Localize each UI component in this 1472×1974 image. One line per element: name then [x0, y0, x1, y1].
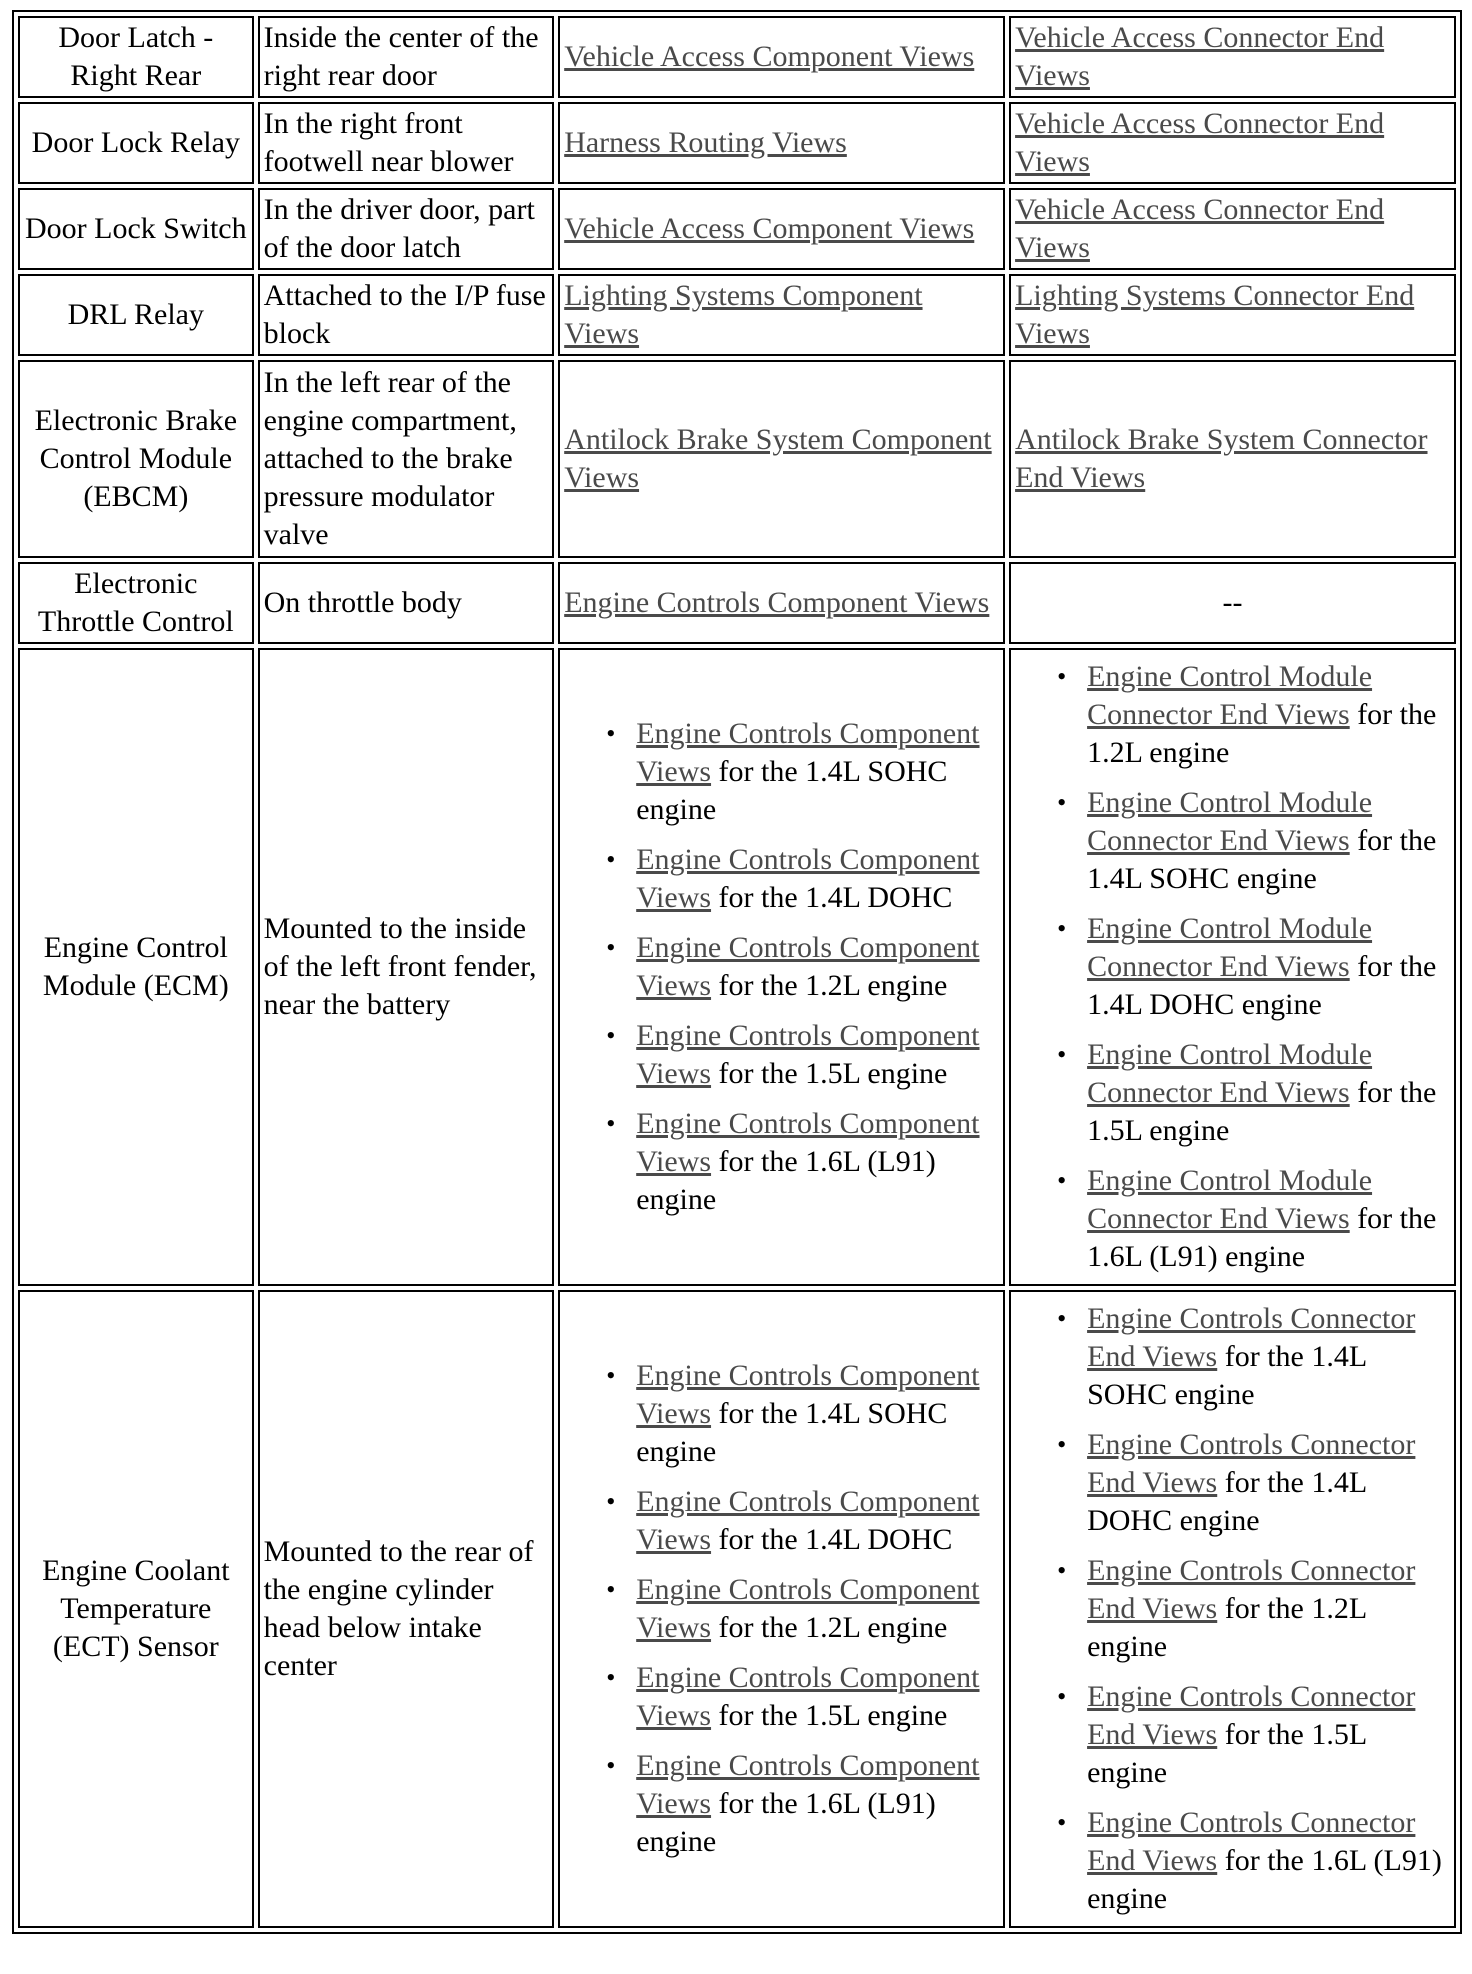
- connector-views-cell: [1009, 188, 1456, 270]
- list-item: [636, 1017, 999, 1093]
- component-views-link[interactable]: Engine Controls Component Views: [636, 931, 980, 1002]
- component-views-link[interactable]: Engine Controls Component Views: [636, 717, 980, 788]
- component-views-link[interactable]: Antilock Brake System Component Views: [564, 423, 992, 494]
- engine-note: for the 1.2L engine: [711, 969, 948, 1002]
- connector-views-cell: --: [1009, 562, 1456, 644]
- connector-views-cell: [1009, 1290, 1456, 1928]
- connector-views-link[interactable]: Antilock Brake System Connector End Views: [1015, 423, 1428, 494]
- list-item: [1087, 1300, 1450, 1414]
- list-item: [1087, 1804, 1450, 1918]
- connector-views-link[interactable]: Vehicle Access Connector End Views: [1015, 107, 1385, 178]
- location-cell: In the driver door, part of the door latch: [258, 188, 555, 270]
- engine-note: for the 1.5L engine: [1087, 1076, 1437, 1147]
- list-item: [1087, 1426, 1450, 1540]
- table-row: [18, 274, 1456, 356]
- component-views-cell: [558, 274, 1005, 356]
- component-name-cell: DRL Relay: [18, 274, 254, 356]
- engine-note: for the 1.6L (L91) engine: [636, 1787, 936, 1858]
- list-item: [1087, 1162, 1450, 1276]
- component-views-cell: [558, 188, 1005, 270]
- table-row: [18, 188, 1456, 270]
- component-name-cell: Door Lock Switch: [18, 188, 254, 270]
- component-name-cell: Electronic Brake Control Module (EBCM): [18, 360, 254, 558]
- list-item: [636, 1105, 999, 1219]
- component-views-link[interactable]: Engine Controls Component Views: [636, 1359, 980, 1430]
- component-views-cell: [558, 16, 1005, 98]
- connector-views-cell: [1009, 360, 1456, 558]
- engine-note: for the 1.5L engine: [711, 1057, 948, 1090]
- component-views-link[interactable]: Vehicle Access Component Views: [564, 212, 975, 245]
- connector-views-link[interactable]: Engine Control Module Connector End Views: [1087, 660, 1373, 731]
- component-views-link[interactable]: Engine Controls Component Views: [636, 1485, 980, 1556]
- location-cell: Inside the center of the right rear door: [258, 16, 555, 98]
- component-views-list: [564, 715, 999, 1219]
- connector-views-link[interactable]: Engine Controls Connector End Views: [1087, 1554, 1416, 1625]
- table-row: [18, 360, 1456, 558]
- engine-note: for the 1.5L engine: [711, 1699, 948, 1732]
- component-views-cell: [558, 360, 1005, 558]
- component-views-link[interactable]: Engine Controls Component Views: [636, 1749, 980, 1820]
- component-views-cell: [558, 1290, 1005, 1928]
- component-name-cell: Door Latch - Right Rear: [18, 16, 254, 98]
- list-item: [636, 841, 999, 917]
- component-locator-table: [12, 10, 1462, 1934]
- list-item: [636, 1659, 999, 1735]
- engine-note: for the 1.4L SOHC engine: [1087, 1340, 1367, 1411]
- connector-views-link[interactable]: Vehicle Access Connector End Views: [1015, 21, 1385, 92]
- list-item: [636, 1747, 999, 1861]
- component-views-cell: [558, 648, 1005, 1286]
- connector-views-link[interactable]: Engine Controls Connector End Views: [1087, 1428, 1416, 1499]
- component-views-link[interactable]: Engine Controls Component Views: [636, 1019, 980, 1090]
- connector-views-link[interactable]: Engine Control Module Connector End Views: [1087, 1038, 1373, 1109]
- component-name-cell: Electronic Throttle Control: [18, 562, 254, 644]
- component-views-link[interactable]: Harness Routing Views: [564, 126, 847, 159]
- list-item: [636, 1571, 999, 1647]
- location-cell: Mounted to the rear of the engine cylinder head below intake center: [258, 1290, 555, 1928]
- list-item: [1087, 1552, 1450, 1666]
- engine-note: for the 1.4L DOHC: [711, 1523, 953, 1556]
- connector-views-link[interactable]: Vehicle Access Connector End Views: [1015, 193, 1385, 264]
- connector-views-list: [1015, 658, 1450, 1276]
- component-views-link[interactable]: Engine Controls Component Views: [636, 1573, 980, 1644]
- engine-note: for the 1.4L SOHC engine: [636, 755, 948, 826]
- connector-views-cell: [1009, 648, 1456, 1286]
- list-item: [1087, 1036, 1450, 1150]
- location-cell: Attached to the I/P fuse block: [258, 274, 555, 356]
- connector-views-link[interactable]: Engine Controls Connector End Views: [1087, 1806, 1416, 1877]
- engine-note: for the 1.6L (L91) engine: [1087, 1202, 1437, 1273]
- connector-views-link[interactable]: Engine Controls Connector End Views: [1087, 1302, 1416, 1373]
- component-name-cell: Door Lock Relay: [18, 102, 254, 184]
- component-views-cell: [558, 562, 1005, 644]
- table-row: [18, 648, 1456, 1286]
- component-views-link[interactable]: Engine Controls Component Views: [636, 1107, 980, 1178]
- engine-note: for the 1.6L (L91) engine: [636, 1145, 936, 1216]
- connector-views-link[interactable]: Engine Control Module Connector End Views: [1087, 786, 1373, 857]
- location-cell: On throttle body: [258, 562, 555, 644]
- location-cell: In the left rear of the engine compartment, attached to the brake pressure modulator valve: [258, 360, 555, 558]
- component-views-link[interactable]: Lighting Systems Component Views: [564, 279, 923, 350]
- engine-note: for the 1.2L engine: [711, 1611, 948, 1644]
- component-views-link[interactable]: Engine Controls Component Views: [636, 843, 980, 914]
- engine-note: for the 1.4L DOHC engine: [1087, 950, 1437, 1021]
- engine-note: for the 1.5L engine: [1087, 1718, 1367, 1789]
- location-cell: In the right front footwell near blower: [258, 102, 555, 184]
- connector-views-link[interactable]: Engine Control Module Connector End Views: [1087, 1164, 1373, 1235]
- component-views-list: [564, 1357, 999, 1861]
- list-item: [636, 715, 999, 829]
- engine-note: for the 1.6L (L91) engine: [1087, 1844, 1442, 1915]
- list-item: [1087, 784, 1450, 898]
- component-views-link[interactable]: Engine Controls Component Views: [636, 1661, 980, 1732]
- document-page: [12, 10, 1462, 1934]
- connector-views-link[interactable]: Engine Controls Connector End Views: [1087, 1680, 1416, 1751]
- engine-note: for the 1.4L SOHC engine: [1087, 824, 1437, 895]
- component-views-link[interactable]: Engine Controls Component Views: [564, 586, 990, 619]
- component-views-link[interactable]: Vehicle Access Component Views: [564, 40, 975, 73]
- list-item: [636, 1357, 999, 1471]
- connector-views-list: [1015, 1300, 1450, 1918]
- list-item: [1087, 1678, 1450, 1792]
- component-views-cell: [558, 102, 1005, 184]
- connector-views-cell: [1009, 274, 1456, 356]
- connector-views-link[interactable]: Engine Control Module Connector End Views: [1087, 912, 1373, 983]
- engine-note: for the 1.2L engine: [1087, 698, 1437, 769]
- connector-views-cell: [1009, 16, 1456, 98]
- list-item: [1087, 910, 1450, 1024]
- component-name-cell: Engine Control Module (ECM): [18, 648, 254, 1286]
- engine-note: for the 1.4L DOHC: [711, 881, 953, 914]
- table-row: [18, 102, 1456, 184]
- table-row: [18, 16, 1456, 98]
- list-item: [1087, 658, 1450, 772]
- list-item: [636, 1483, 999, 1559]
- table-row: [18, 562, 1456, 644]
- engine-note: for the 1.2L engine: [1087, 1592, 1367, 1663]
- list-item: [636, 929, 999, 1005]
- connector-views-cell: [1009, 102, 1456, 184]
- engine-note: for the 1.4L DOHC engine: [1087, 1466, 1367, 1537]
- engine-note: for the 1.4L SOHC engine: [636, 1397, 948, 1468]
- connector-views-link[interactable]: Lighting Systems Connector End Views: [1015, 279, 1415, 350]
- component-name-cell: Engine Coolant Temperature (ECT) Sensor: [18, 1290, 254, 1928]
- location-cell: Mounted to the inside of the left front fender, near the battery: [258, 648, 555, 1286]
- table-row: [18, 1290, 1456, 1928]
